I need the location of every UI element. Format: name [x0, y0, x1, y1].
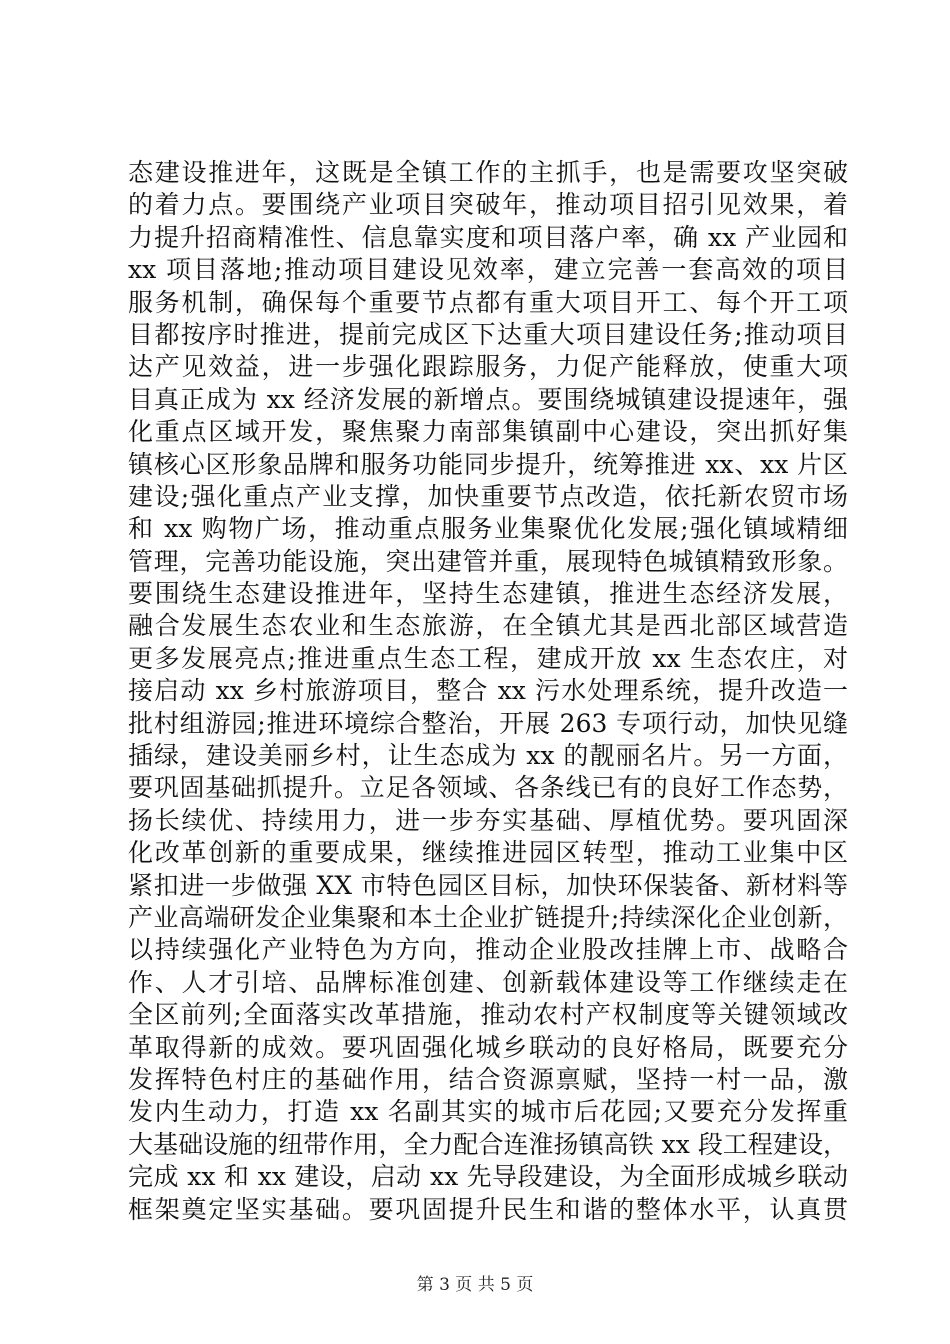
text-line: 以持续强化产业特色为方向，推动企业股改挂牌上市、战略合 [128, 935, 848, 965]
text-line: 扬长续优、持续用力，进一步夯实基础、厚植优势。要巩固深 [128, 805, 848, 835]
text-line: 化改革创新的重要成果，继续推进园区转型，推动工业集中区 [128, 838, 848, 868]
text-line: 态建设推进年，这既是全镇工作的主抓手，也是需要攻坚突破 [128, 158, 848, 187]
text-line: 目都按序时推进，提前完成区下达重大项目建设任务;推动项目 [128, 319, 848, 349]
text-line: 管理，完善功能设施，突出建管并重，展现特色城镇精致形象。 [128, 546, 848, 576]
text-line: 插绿，建设美丽乡村，让生态成为 xx 的靓丽名片。另一方面， [128, 741, 848, 771]
text-line: 完成 xx 和 xx 建设，启动 xx 先导段建设，为全面形成城乡联动 [128, 1162, 848, 1192]
text-line: 要巩固基础抓提升。立足各领域、各条线已有的良好工作态势， [128, 773, 848, 803]
text-line: 目真正成为 xx 经济发展的新增点。要围绕城镇建设提速年，强 [128, 384, 848, 414]
text-line: 大基础设施的纽带作用，全力配合连淮扬镇高铁 xx 段工程建设， [128, 1129, 848, 1159]
text-line: 全区前列;全面落实改革措施，推动农村产权制度等关键领域改 [128, 1000, 848, 1030]
text-line: 革取得新的成效。要巩固强化城乡联动的良好格局，既要充分 [128, 1032, 848, 1062]
text-line: 和 xx 购物广场，推动重点服务业集聚优化发展;强化镇域精细 [128, 514, 848, 544]
text-line: 框架奠定坚实基础。要巩固提升民生和谐的整体水平，认真贯 [128, 1194, 848, 1224]
text-line: 化重点区域开发，聚焦聚力南部集镇副中心建设，突出抓好集 [128, 417, 848, 447]
text-line: 要围绕生态建设推进年，坚持生态建镇，推进生态经济发展， [128, 579, 848, 609]
page-number-footer: 第 3 页 共 5 页 [416, 1275, 534, 1295]
text-line: 产业高端研发企业集聚和本土企业扩链提升;持续深化企业创新， [128, 902, 848, 932]
text-line: 批村组游园;推进环境综合整治，开展 263 专项行动，加快见缝 [128, 708, 848, 738]
text-line: 接启动 xx 乡村旅游项目，整合 xx 污水处理系统，提升改造一 [128, 676, 848, 706]
text-line: 建设;强化重点产业支撑，加快重要节点改造，依托新农贸市场 [128, 481, 848, 511]
text-line: 融合发展生态农业和生态旅游，在全镇尤其是西北部区域营造 [128, 611, 848, 641]
text-line: 紧扣进一步做强 XX 市特色园区目标，加快环保装备、新材料等 [128, 870, 848, 900]
text-line: 达产见效益，进一步强化跟踪服务，力促产能释放，使重大项 [128, 352, 848, 382]
text-line: 的着力点。要围绕产业项目突破年，推动项目招引见效果，着 [128, 190, 848, 220]
text-line: 力提升招商精准性、信息靠实度和项目落户率，确 xx 产业园和 [128, 222, 848, 252]
body-text [128, 157, 848, 1226]
text-line: 发挥特色村庄的基础作用，结合资源禀赋，坚持一村一品，激 [128, 1064, 848, 1094]
text-line: 镇核心区形象品牌和服务功能同步提升，统筹推进 xx、xx 片区 [128, 449, 848, 479]
text-line: 发内生动力，打造 xx 名副其实的城市后花园;又要充分发挥重 [128, 1097, 848, 1127]
text-line: 服务机制，确保每个重要节点都有重大项目开工、每个开工项 [128, 287, 848, 317]
text-line: 更多发展亮点;推进重点生态工程，建成开放 xx 生态农庄，对 [128, 643, 848, 673]
text-line: 作、人才引培、品牌标准创建、创新载体建设等工作继续走在 [128, 967, 848, 997]
text-line: xx 项目落地;推动项目建设见效率，建立完善一套高效的项目 [128, 255, 848, 285]
